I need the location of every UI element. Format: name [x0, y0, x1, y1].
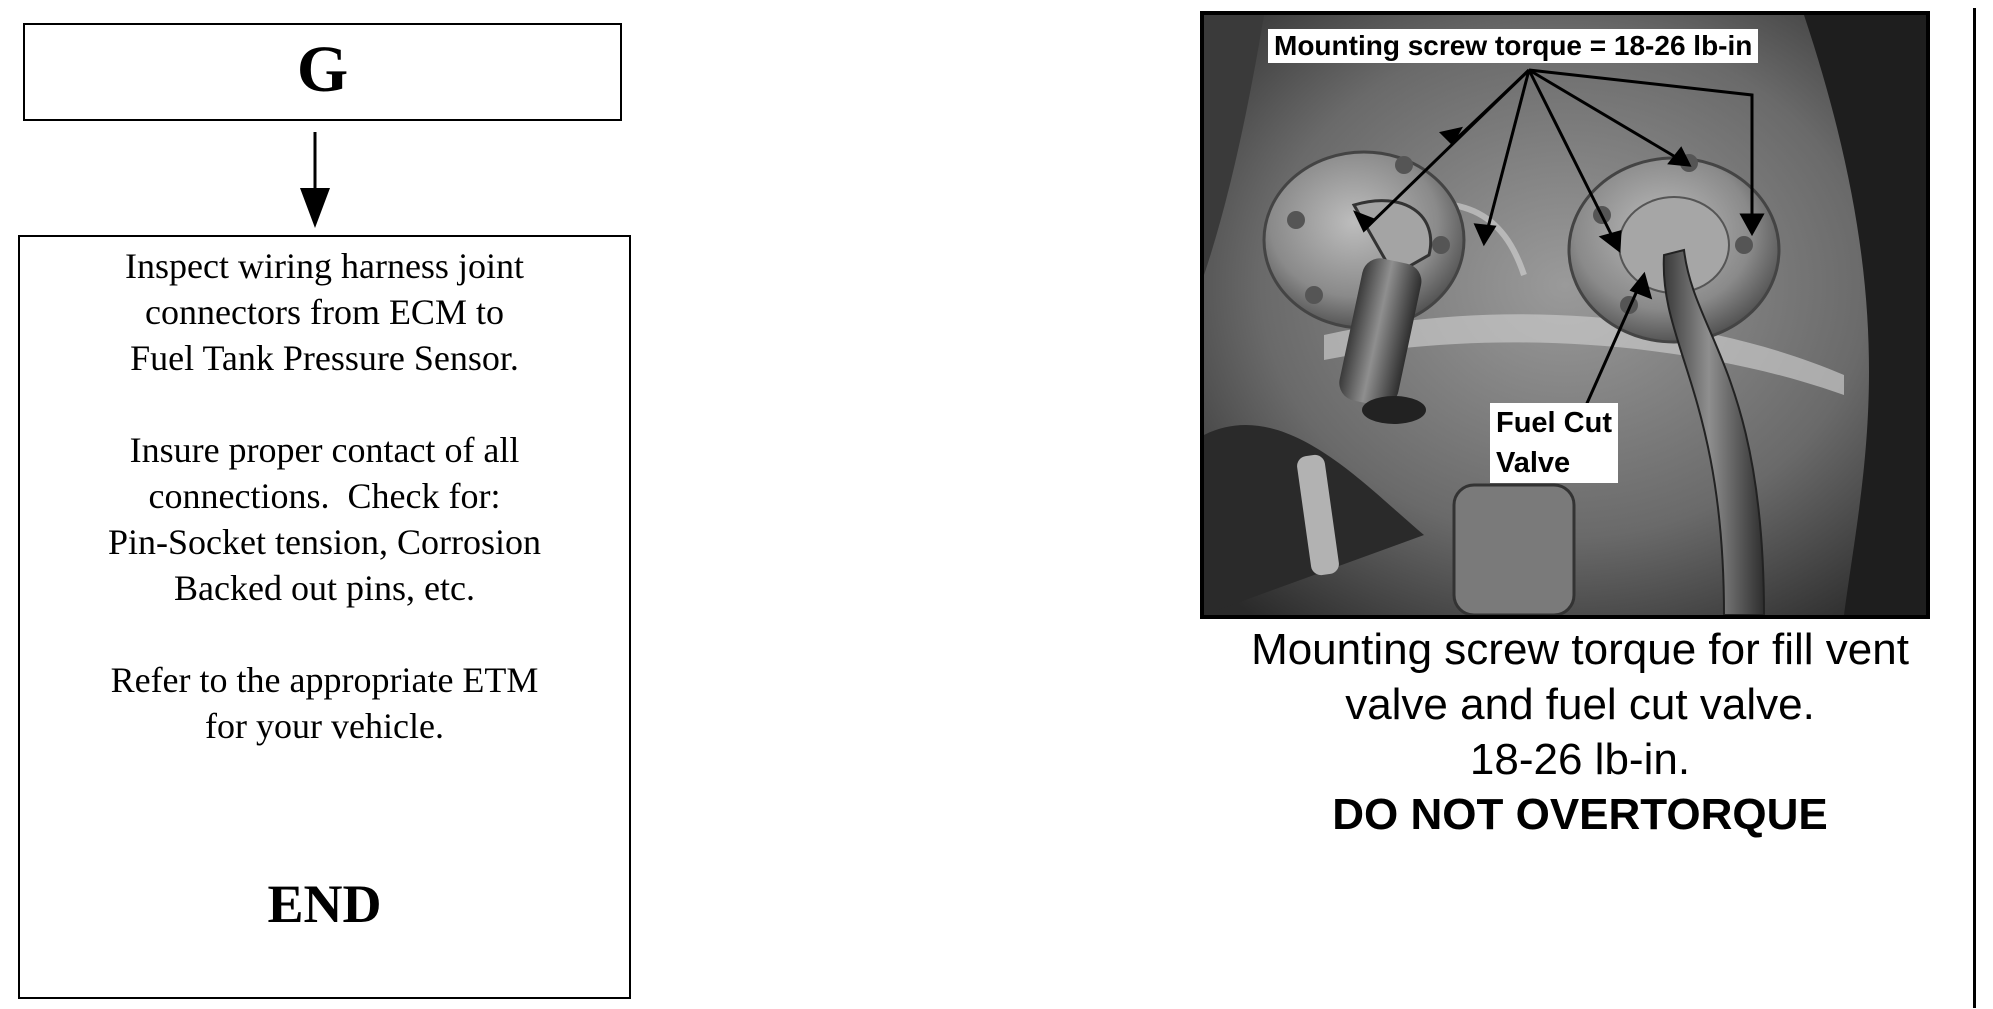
contact-line: connections. Check for: — [148, 476, 501, 516]
caption-line: Mounting screw torque for fill vent — [1251, 625, 1909, 674]
contact-paragraph — [20, 427, 629, 611]
end-label: END — [267, 874, 382, 934]
overtorque-warning: DO NOT OVERTORQUE — [1332, 790, 1828, 839]
connector-box-g — [23, 23, 622, 121]
valve-callout-line: Fuel Cut — [1496, 407, 1612, 439]
valve-callout-line: Valve — [1496, 447, 1571, 479]
contact-line: Insure proper contact of all — [129, 430, 520, 470]
refer-line: for your vehicle. — [205, 706, 444, 746]
photo-caption — [1180, 622, 1980, 842]
inspect-line: Inspect wiring harness joint — [125, 246, 524, 286]
inspect-paragraph — [20, 243, 629, 381]
refer-paragraph — [20, 657, 629, 749]
inspect-line: Fuel Tank Pressure Sensor. — [130, 338, 519, 378]
caption-line: 18-26 lb-in. — [1469, 735, 1691, 784]
spacer — [20, 611, 629, 657]
caption-line: valve and fuel cut valve. — [1345, 680, 1815, 729]
flow-arrow-down-icon — [290, 132, 340, 232]
connector-label: G — [296, 33, 349, 106]
refer-line: Refer to the appropriate ETM — [110, 660, 539, 700]
valve-photo — [1200, 11, 1930, 619]
contact-line: Backed out pins, etc. — [174, 568, 475, 608]
torque-callout: Mounting screw torque = 18-26 lb-in — [1268, 29, 1758, 63]
instruction-box — [18, 235, 631, 999]
fuel-cut-valve-callout — [1490, 403, 1618, 483]
inspect-line: connectors from ECM to — [145, 292, 504, 332]
contact-line: Pin-Socket tension, Corrosion — [108, 522, 541, 562]
spacer — [20, 381, 629, 427]
valve-photo-illustration — [1204, 15, 1926, 615]
page-divider — [1973, 8, 1976, 1008]
